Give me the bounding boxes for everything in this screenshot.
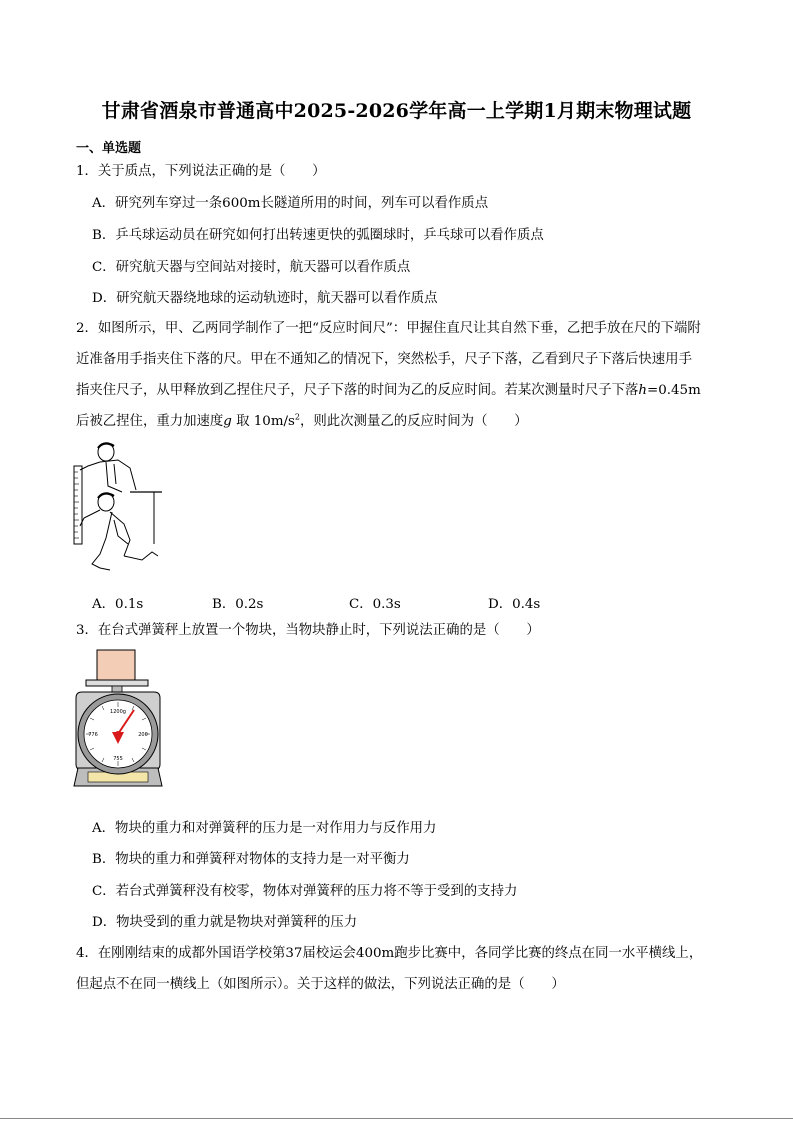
page-title: 甘肃省酒泉市普通高中2025-2026学年高一上学期1月期末物理试题 <box>101 100 692 122</box>
q2-option-b: B．0.2s <box>212 597 264 612</box>
q2-option-c: C．0.3s <box>349 597 401 612</box>
q1-option-c: C．研究航天器与空间站对接时，航天器可以看作质点 <box>92 260 411 275</box>
q4-line-1: 4．在刚刚结束的成都外国语学校第37届校运会400m跑步比赛中，各同学比赛的终点在同一水平横线上， <box>76 946 703 961</box>
q1-stem: 1．关于质点，下列说法正确的是（ ） <box>76 164 326 179</box>
q2-line-1: 2．如图所示，甲、乙两同学制作了一把“反应时间尺”：甲握住直尺让其自然下垂，乙把手放在尺的下端附 <box>76 321 701 336</box>
spring-scale-figure <box>72 648 164 790</box>
q2-line-2: 近准备用手指夹住下落的尺。甲在不通知乙的情况下，突然松手，尺子下落，乙看到尺子下落后快速用手 <box>76 352 692 367</box>
var-h: h <box>638 383 648 398</box>
section-heading: 一、单选题 <box>76 141 142 156</box>
reaction-ruler-figure <box>70 440 164 574</box>
q2-line-3: 指夹住尺子，从甲释放到乙捏住尺子，尺子下落的时间为乙的反应时间。若某次测量时尺子下落h=0.45m <box>76 383 701 398</box>
scale-label-top: 1200g <box>110 709 126 715</box>
page-bottom-rule <box>0 1118 793 1119</box>
q1-option-a: A．研究列车穿过一条600m长隧道所用的时间，列车可以看作质点 <box>92 196 489 211</box>
q1-option-b: B．乒乓球运动员在研究如何打出转速更快的弧圈球时，乒乓球可以看作质点 <box>92 228 544 243</box>
q2-options-row <box>92 593 612 611</box>
var-g: g <box>223 414 232 429</box>
q2-option-a: A．0.1s <box>92 597 144 612</box>
q3-stem: 3．在台式弹簧秤上放置一个物块，当物块静止时，下列说法正确的是（ ） <box>76 623 540 638</box>
q3-option-b: B．物块的重力和弹簧秤对物体的支持力是一对平衡力 <box>92 852 410 867</box>
q3-option-a: A．物块的重力和对弹簧秤的压力是一对作用力与反作用力 <box>92 821 437 836</box>
q2-option-d: D．0.4s <box>488 597 541 612</box>
q4-line-2: 但起点不在同一横线上（如图所示）。关于这样的做法，下列说法正确的是（ ） <box>76 977 565 992</box>
scale-label-left: 776 <box>88 732 98 738</box>
q2-line-4: 后被乙捏住，重力加速度g 取 $10m/s^2$，则此次测量乙的反应时间为（ ） <box>76 412 528 429</box>
q3-option-d: D．物块受到的重力就是物块对弹簧秤的压力 <box>92 915 358 930</box>
scale-label-right: 200 <box>138 732 148 738</box>
q3-option-c: C．若台式弹簧秤没有校零，物体对弹簧秤的压力将不等于受到的支持力 <box>92 884 518 899</box>
scale-label-bottom: 755 <box>113 756 123 762</box>
q1-option-d: D．研究航天器绕地球的运动轨迹时，航天器可以看作质点 <box>92 291 438 306</box>
